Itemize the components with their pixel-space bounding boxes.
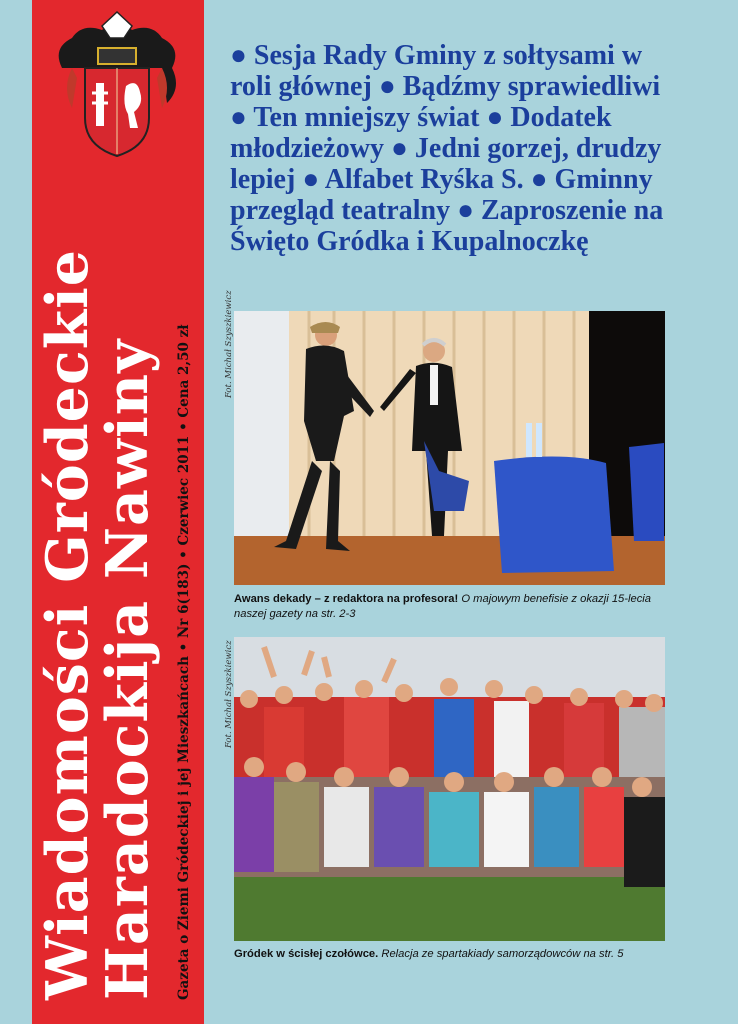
bullet-icon: ● xyxy=(378,71,403,102)
headline-6: Alfabet Ryśka S. xyxy=(324,164,524,195)
masthead-subtitle: Gazeta o Ziemi Gródeckiej i jej Mieszkańcach • Nr 6(183) • Czerwiec 2011 • Cena 2,50 zł xyxy=(176,324,192,1000)
bullet-icon: ● xyxy=(230,102,254,133)
bullet-icon: ● xyxy=(486,102,511,133)
headline-1: Sesja Rady Gminy z sołtysami w roli głównej xyxy=(230,40,643,102)
photo1-caption-bold: Awans dekady – z redaktora na profesora! xyxy=(234,593,459,605)
headline-8: Zaproszenie na Święto Gródka i Kupalnoczkę xyxy=(230,195,664,257)
bullet-icon: ● xyxy=(302,164,325,195)
bullet-icon: ● xyxy=(390,133,415,164)
photo2-caption-italic: Relacja ze spartakiady samorządowców na str. 5 xyxy=(381,948,624,960)
photo-handshake xyxy=(234,311,665,585)
headline-7: Gminny przegląd teatralny xyxy=(230,164,653,226)
title-line2: Haradockija Nawiny xyxy=(94,338,161,1000)
title-line1: Wiadomości Gródeckie xyxy=(34,248,101,1000)
headline-5: Jedni gorzej, drudzy lepiej xyxy=(230,133,662,195)
headline-4: Dodatek młodzieżowy xyxy=(230,102,612,164)
headline-3: Ten mniejszy świat xyxy=(253,102,480,133)
photo2-credit: Fot. Michał Szyszkiewicz xyxy=(224,640,234,748)
masthead-title xyxy=(34,248,161,1000)
bullet-icon: ● xyxy=(230,40,254,71)
headlines-block xyxy=(230,40,670,257)
photo2-caption xyxy=(234,947,666,962)
photo-group xyxy=(234,637,665,941)
photo1-caption-italic: O majowym benefisie z okazji 15-lecia naszej gazety na str. 2-3 xyxy=(234,593,652,620)
coat-of-arms-icon xyxy=(52,8,182,160)
photo1-caption xyxy=(234,592,666,622)
bullet-icon: ● xyxy=(457,195,481,226)
photo2-caption-bold: Gródek w ścisłej czołówce. xyxy=(234,948,379,960)
photo1-credit: Fot. Michał Szyszkiewicz xyxy=(224,290,234,398)
headline-2: Bądźmy sprawiedliwi xyxy=(402,71,661,102)
bullet-icon: ● xyxy=(530,164,555,195)
